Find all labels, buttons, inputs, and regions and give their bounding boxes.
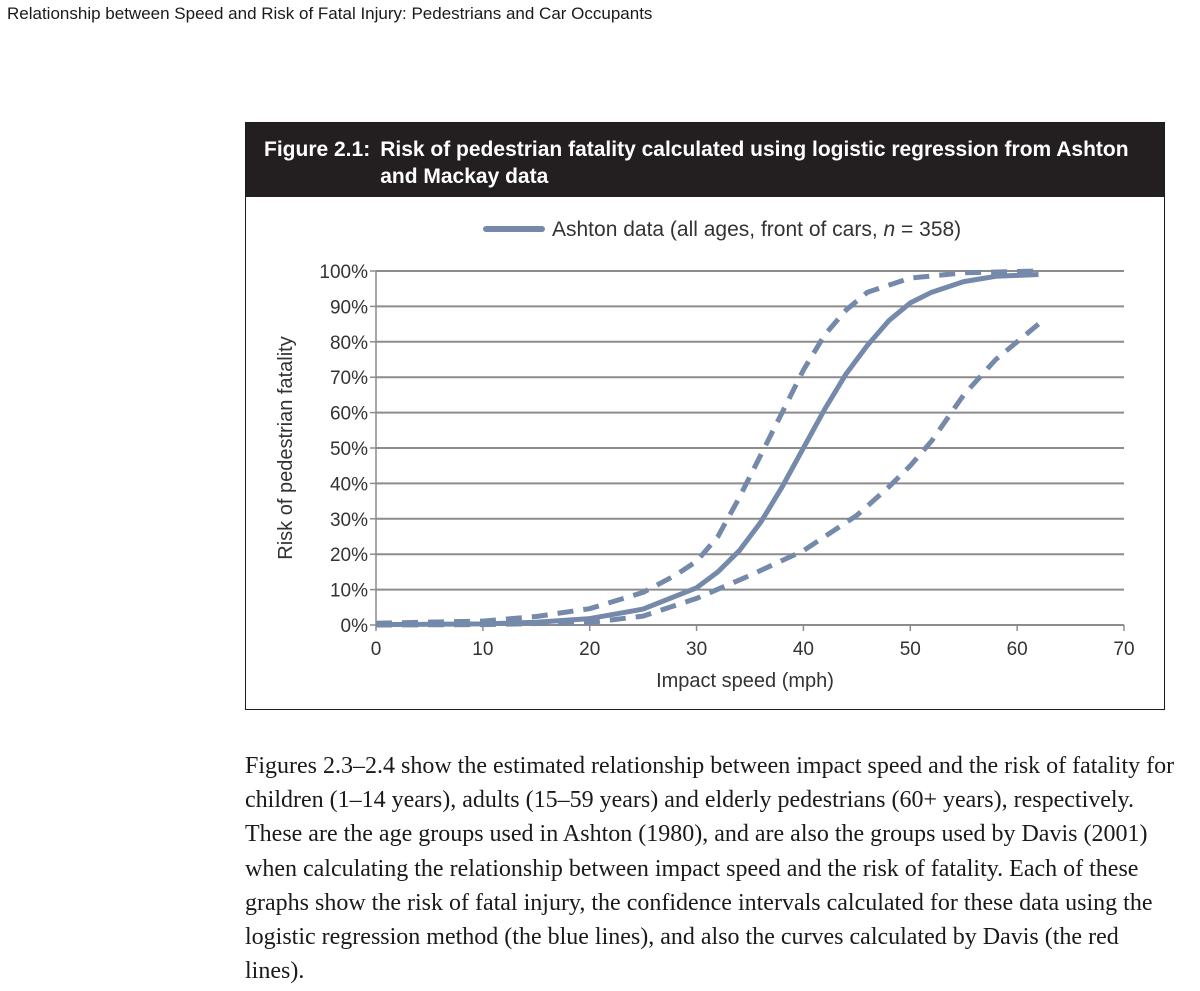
chart	[246, 197, 1163, 709]
y-tick-label: 30%	[329, 509, 368, 531]
legend-label: Ashton data (all ages, front of cars, n = 358)	[552, 218, 962, 241]
running-header: Relationship between Speed and Risk of Fatal Injury: Pedestrians and Car Occupants	[7, 4, 653, 23]
y-tick-label: 100%	[319, 262, 368, 283]
grid-layer	[376, 271, 1124, 625]
body-paragraph: Figures 2.3–2.4 show the estimated relationship between impact speed and the risk of fatality for children (1–14 years), adults (15–59 years) and elderly pedestrians (60+ years), respectively. These are the age groups used in Ashton (1980), and are also the groups used by Davis (2001) when calculating the relationship between impact speed and the risk of fatality. Each of these graphs show the risk of fatal injury, the confidence intervals calculated for these data using the logistic regression method (the blue lines), and also the curves calculated by Davis (the red lines).	[245, 753, 1175, 985]
y-tick-label: 0%	[340, 616, 368, 637]
x-axis-label: Impact speed (mph)	[656, 670, 834, 692]
y-tick-label: 80%	[329, 332, 368, 354]
y-tick-label: 20%	[329, 545, 368, 567]
x-tick-label: 40	[792, 639, 814, 660]
series-line-main	[376, 275, 1039, 625]
figure-title: Risk of pedestrian fatality calculated using logistic regression from Ashton and Mackay data	[380, 138, 1129, 188]
y-tick-label: 90%	[329, 297, 368, 319]
x-tick-label: 60	[1006, 639, 1028, 660]
figure-box	[245, 122, 1165, 710]
y-tick-label: 50%	[329, 439, 368, 460]
y-tick-label: 10%	[329, 580, 368, 602]
y-axis-label: Risk of pedestrian fatality	[275, 336, 297, 560]
y-tick-label: 60%	[329, 403, 368, 425]
figure-number: Figure 2.1:	[264, 138, 371, 161]
x-tick-label: 50	[899, 639, 921, 660]
x-tick-label: 70	[1113, 639, 1135, 660]
x-tick-label: 10	[472, 639, 494, 660]
x-tick-label: 30	[686, 639, 708, 660]
y-tick-label: 70%	[329, 368, 368, 390]
legend-layer	[486, 218, 961, 241]
x-tick-label: 20	[579, 639, 601, 660]
y-tick-label: 40%	[329, 474, 368, 496]
axis-layer	[319, 262, 1134, 660]
figure-title-bar	[246, 123, 1164, 197]
x-tick-label: 0	[370, 639, 382, 660]
